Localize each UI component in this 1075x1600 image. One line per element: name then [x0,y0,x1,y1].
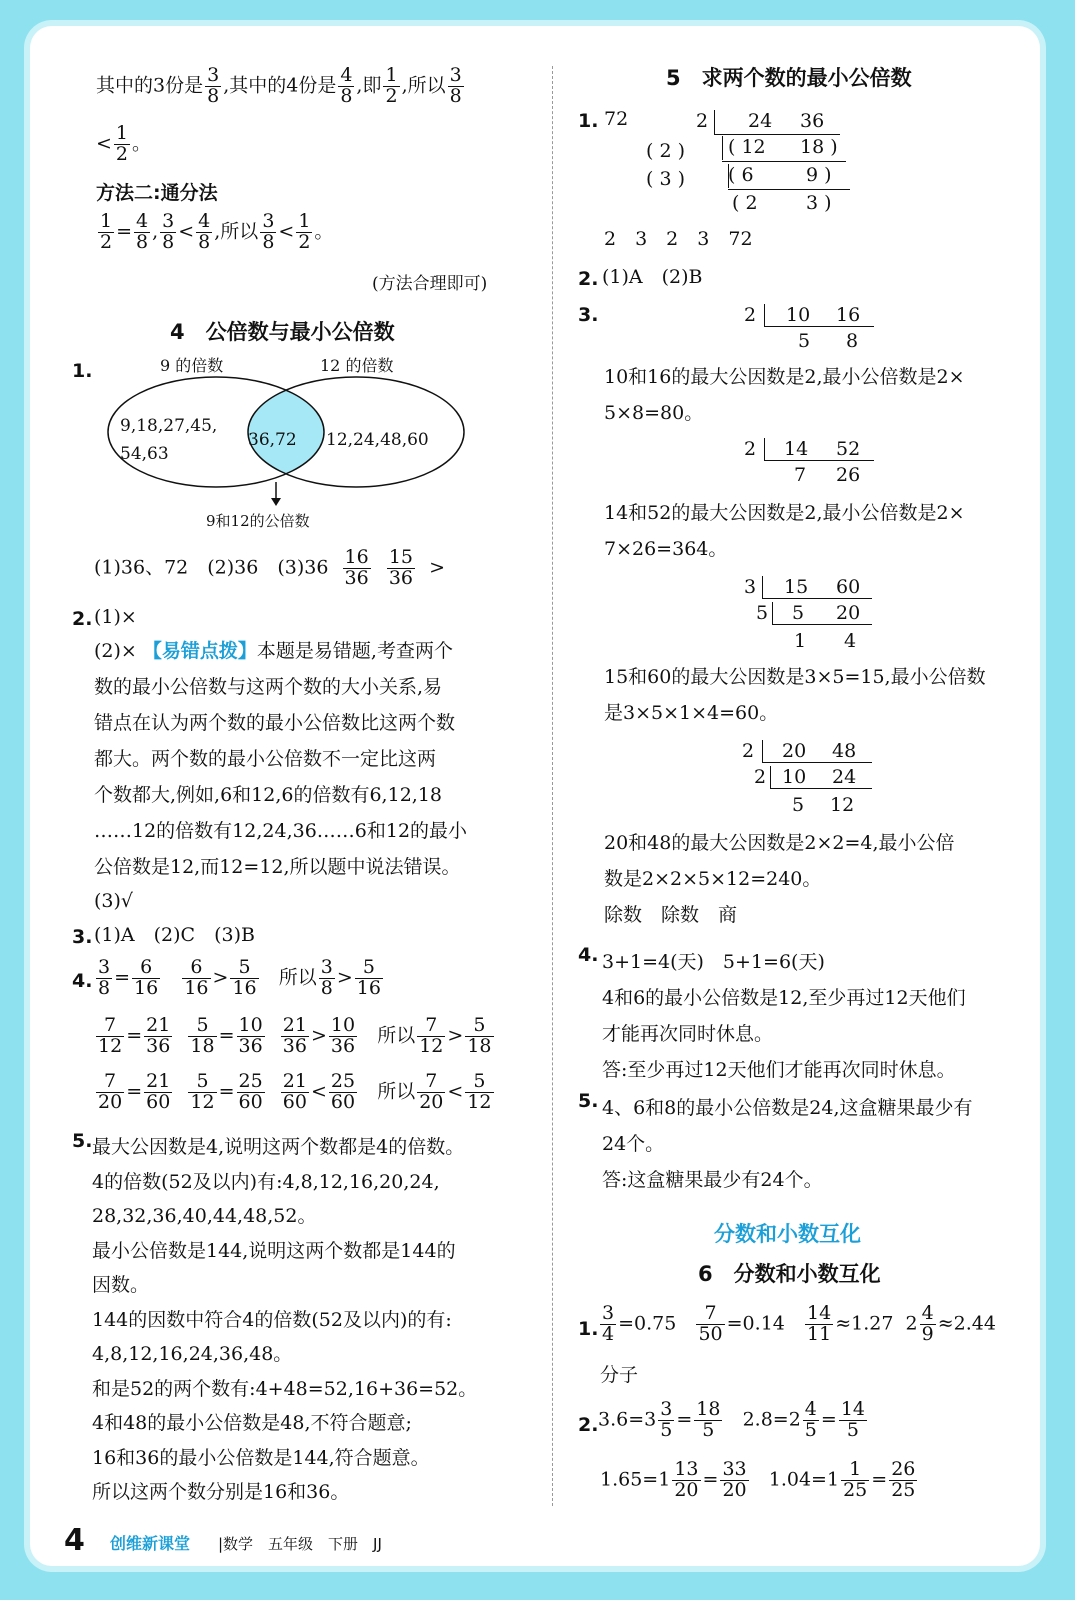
q1-answer: (1)36、72 (2)36 (3)36 $\frac{16}{36}$ $\frac{15}{36}$ > [94,546,446,589]
q2-part3: (3)√ [94,890,134,912]
r-q3-text: 5×8=80。 [604,402,704,424]
r-q3-number: 3. [578,304,599,326]
s6-q2-number: 2. [578,1414,599,1436]
q5-line: 所以这两个数分别是16和36。 [92,1481,350,1503]
q2-part1: (1)× [94,606,137,628]
venn-right-label: 12 的倍数 [320,356,394,375]
method2-line: $\frac{1}{2}$ = $\frac{4}{8}$ , $\frac{3}{8}$ < $\frac{4}{8}$ ,所以 $\frac{3}{8}$ < $\frac{1}{2}$ 。 [100,210,334,253]
r-q3-text: 数是2×2×5×12=240。 [604,868,822,890]
q5-line: 144的因数中符合4的倍数(52及以内)的有: [92,1308,452,1331]
tip-label: 【易错点拨】 [142,640,257,662]
r-q3-text: 除数 除数 商 [604,904,738,926]
s6-q1-number: 1. [578,1318,599,1340]
method-note: (方法合理即可) [372,274,488,294]
answer-page: 其中的3份是 $\frac{3}{8}$ ,其中的4份是 $\frac{4}{8}$ ,即 $\frac{1}{2}$ ,所以 $\frac{3}{8}$ < $\frac{1}{2}$ 。 方法二:通分法 $\frac{1}{2}$ = $\frac{4}{8}$ , $\frac{3}{8}$ < $\frac{4}{8}$ ,所以 $\frac{3}{8}$ < $\frac{1}{2}$ 。 (方法合理即可) 4 公倍数与最小公倍数 1. 9 的倍数 12 的倍数 9,18,27,45, 54,63 36,72 12,24,48,60 9和12的公倍数 (1)36、72 (2)36 (3)36 $\frac{16}{36}$ $\frac{15}{36}$ > 2. (1)× (2)× 【易错点拨】本题是易错题,考查两个 数的最小公倍数与这两个数的大小关系,易 错点在认为两个数的最小公倍数比这两个数 都大。两个数的最小公倍数不一定比这两 个数都大,例如,6和12,6的倍数有6,12,18 ……12的倍数有12,24,36……6和12的最小 公倍数是12,而12=12,所以题中说法错误。 (3)√ 3. (1)A (2)C (3)B 4. $\frac{3}{8}$ = $\frac{6}{16}$ $\frac{6}{16}$ > $\frac{5}{16}$ 所以 $\frac{3}{8}$ > $\frac{5}{16}$ $\frac{7}{12}$ = $\frac{21}{36}$ $\frac{5}{18}$ = $\frac{10}{36}$ $\frac{21}{36}$ > $\frac{10}{36}$ 所以 $\frac{7}{12}$ > $\frac{5}{18}$ $\frac{7}{20}$ = $\frac{21}{60}$ $\frac{5}{12}$ = $\frac{25}{60}$ $\frac{21}{60}$ < $\frac{25}{60}$ 所以 $\frac{7}{20}$ < $\frac{5}{12}$ 5. 最大公因数是4,说明这两个数都是4的倍数。 4的倍数(52及以内)有:4,8,12,16,20,24, 28,32,36,40,44,48,52。 最小公倍数是144,说明这两个数都是144的 因数。 144的因数中符合4的倍数(52及以内)的有: 4,8,12,16,24,36,48。 和是52的两个数有:4+48=52,16+36=52。 4和48的最小公倍数是48,不符合题意; 16和36的最小公倍数是144,符合题意。 所以这两个数分别是16和36。 5 求两个数的最小公倍数 1. 72 2 24 36 ( 2 ) ( 12 18 ) ( 3 ) ( 6 9 ) ( 2 3 ) 2 3 2 3 72 2. (1)A (2)B 3. 2 10 16 5 8 10和16的最大公因数是2,最小公倍数是2× 5×8=80。 2 14 52 7 26 14和52的最大公因数是2,最小公倍数是2× 7×26=364。 3 15 60 5 5 20 1 4 15和60的最大公因数是3×5=15,最小公倍数 是3×5×1×4=60。 2 20 48 2 10 24 5 12 20和48的最大公因数是2×2=4,最小公倍 数是2×2×5×12=240。 除数 除数 商 4. 3+1=4(天) 5+1=6(天) 4和6的最小公倍数是12,至少再过12天他们 才能再次同时休息。 答:至少再过12天他们才能再次同时休息。 5. 4、6和8的最小公倍数是24,这盒糖果最少有 24个。 答:这盒糖果最少有24个。 分数和小数互化 6 分数和小数互化 1. $\frac{3}{4}$ =0.75 $\frac{7}{50}$ =0.14 $\frac{14}{11}$ ≈1.27 2 $\frac{4}{9}$ ≈2.44 分子 2. 3.6=3 $\frac{3}{5}$ = $\frac{18}{5}$ 2.8=2 $\frac{4}{5}$ = $\frac{14}{5}$ 1.65=1 $\frac{13}{20}$ = $\frac{33}{20}$ 1.04=1 $\frac{1}{25}$ = $\frac{26}{25}$ 4 创维新课堂 |数学 五年级 下册 JJ [64,64,996,1558]
r-q2-answer: (1)A (2)B [602,266,703,288]
q5-line: 最大公因数是4,说明这两个数都是4的倍数。 [92,1136,465,1158]
method2-label: 方法二:通分法 [96,182,218,204]
r-q3-text: 7×26=364。 [604,538,728,560]
r-q1-value: 72 [604,108,629,130]
r-q3-text: 15和60的最大公因数是3×5=15,最小公倍数 [604,666,986,688]
section5-title: 5 求两个数的最小公倍数 [666,66,912,90]
q2-part2: (2)× 【易错点拨】本题是易错题,考查两个 [94,640,453,662]
s6-q1-answer: $\frac{3}{4}$ =0.75 $\frac{7}{50}$ =0.14 $\frac{14}{11}$ ≈1.27 2 $\frac{4}{9}$ ≈2.44 [602,1302,996,1345]
q4-row2: $\frac{7}{12}$ = $\frac{21}{36}$ $\frac{5}{18}$ = $\frac{10}{36}$ $\frac{21}{36}$ > $\frac{10}{36}$ 所以 $\frac{7}{12}$ > $\frac{5}{18}$ [98,1014,492,1057]
q3-answer: (1)A (2)C (3)B [94,924,255,946]
q2-text: 错点在认为两个数的最小公倍数比这两个数 [94,712,456,734]
q1-number: 1. [72,360,93,382]
venn-left-values-2: 54,63 [120,444,169,464]
r-q3-text: 20和48的最大公因数是2×2=4,最小公倍 [604,832,955,854]
r-q5-answer [602,1090,972,1198]
page-number: 4 [64,1523,85,1558]
q2-text: 公倍数是12,而12=12,所以题中说法错误。 [94,856,461,878]
q5-line: 和是52的两个数有:4+48=52,16+36=52。 [92,1377,478,1400]
q5-answer [92,1130,477,1510]
q5-line: 4的倍数(52及以内)有:4,8,12,16,20,24, [92,1170,440,1193]
book-info: |数学 五年级 下册 JJ [218,1535,382,1553]
q5-line: 4,8,12,16,24,36,48。 [92,1343,293,1365]
arrow-head-icon [271,498,281,506]
q2-text: 个数都大,例如,6和12,6的倍数有6,12,18 [94,784,442,806]
s6-q2-row1: 3.6=3 $\frac{3}{5}$ = $\frac{18}{5}$ 2.8=2 $\frac{4}{5}$ = $\frac{14}{5}$ [598,1398,865,1441]
q5-line: 最小公倍数是144,说明这两个数都是144的 [92,1239,456,1262]
q2-number: 2. [72,608,93,630]
r-q3-text: 是3×5×1×4=60。 [604,702,779,724]
venn-center-values: 36,72 [248,430,297,450]
r-q5-number: 5. [578,1090,599,1112]
r-q4-line: 答:至少再过12天他们才能再次同时休息。 [602,1059,956,1081]
section4-title: 4 公倍数与最小公倍数 [170,320,395,344]
q2-text: 都大。两个数的最小公倍数不一定比这两 [94,748,437,770]
r-q1-answer: 2 3 2 3 72 [604,228,753,250]
q5-line: 28,32,36,40,44,48,52。 [92,1205,317,1227]
r-q5-line: 答:这盒糖果最少有24个。 [602,1169,823,1191]
r-q4-line: 3+1=4(天) 5+1=6(天) [602,951,825,973]
q3-number: 3. [72,926,93,948]
r-q4-line: 才能再次同时休息。 [602,1023,774,1045]
q5-line: 因数。 [92,1274,150,1296]
venn-right-values: 12,24,48,60 [326,430,429,450]
q5-number: 5. [72,1130,93,1152]
q4-row3: $\frac{7}{20}$ = $\frac{21}{60}$ $\frac{5}{12}$ = $\frac{25}{60}$ $\frac{21}{60}$ < $\frac{25}{60}$ 所以 $\frac{7}{20}$ < $\frac{5}{12}$ [98,1070,492,1113]
r-q2-number: 2. [578,268,599,290]
brand-name: 创维新课堂 [110,1534,191,1553]
s6-q1-answer-b: 分子 [600,1364,639,1386]
r-q5-line: 24个。 [602,1133,665,1155]
venn-bottom-label: 9和12的公倍数 [206,512,310,530]
venn-left-values-1: 9,18,27,45, [120,416,218,436]
section6-title: 6 分数和小数互化 [698,1262,881,1286]
venn-left-label: 9 的倍数 [160,356,224,375]
q5-line: 16和36的最小公倍数是144,符合题意。 [92,1446,430,1469]
r-q3-text: 14和52的最大公因数是2,最小公倍数是2× [604,502,965,524]
r-q1-number: 1. [578,110,599,132]
r-q4-number: 4. [578,944,599,966]
intro-line-2: < $\frac{1}{2}$ 。 [96,122,152,165]
r-q4-line: 4和6的最小公倍数是12,至少再过12天他们 [602,987,966,1009]
q4-number: 4. [72,970,93,992]
q5-line: 4和48的最小公倍数是48,不符合题意; [92,1412,412,1434]
q2-text: 数的最小公倍数与这两个数的大小关系,易 [94,676,443,698]
r-q5-line: 4、6和8的最小公倍数是24,这盒糖果最少有 [602,1097,973,1119]
q2-text: ……12的倍数有12,24,36……6和12的最小 [94,820,468,842]
intro-line: 其中的3份是 $\frac{3}{8}$ ,其中的4份是 $\frac{4}{8}$ ,即 $\frac{1}{2}$ ,所以 $\frac{3}{8}$ [96,64,462,107]
r-q4-answer [602,944,966,1088]
unit-title: 分数和小数互化 [714,1222,861,1246]
r-q3-text: 10和16的最大公因数是2,最小公倍数是2× [604,366,965,388]
q4-row1: $\frac{3}{8}$ = $\frac{6}{16}$ $\frac{6}{16}$ > $\frac{5}{16}$ 所以 $\frac{3}{8}$ > $\frac{5}{16}$ [98,956,381,999]
s6-q2-row2: 1.65=1 $\frac{13}{20}$ = $\frac{33}{20}$ 1.04=1 $\frac{1}{25}$ = $\frac{26}{25}$ [600,1458,916,1501]
